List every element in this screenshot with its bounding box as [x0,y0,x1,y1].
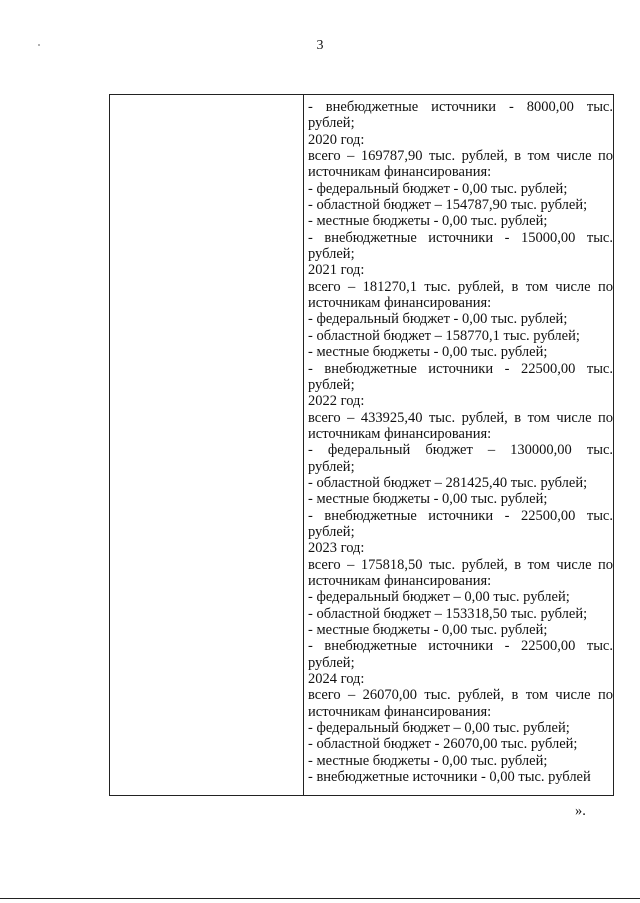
text-line: источникам финансирования: [308,703,492,720]
text-line: рублей; [308,458,355,475]
page-number: 3 [316,38,324,53]
text-line: рублей; [308,376,355,393]
text-line: всего – 169787,90 тыс. рублей, в том числе по [308,148,613,165]
text-line: - внебюджетные источники - 22500,00 тыс. [308,638,613,655]
bottom-edge-line [0,898,640,899]
text-line: всего – 26070,00 тыс. рублей, в том числе по [308,687,613,704]
text-line: рублей; [308,523,355,540]
text-line: - областной бюджет – 158770,1 тыс. рублей; [308,327,580,344]
text-line: рублей; [308,654,355,671]
text-line: - внебюджетные источники - 15000,00 тыс. [308,229,613,246]
text-line: - внебюджетные источники - 22500,00 тыс. [308,360,613,377]
text-line: - местные бюджеты - 0,00 тыс. рублей; [308,752,548,769]
text-line: 2022 год: [308,393,365,410]
text-line: - федеральный бюджет – 0,00 тыс. рублей; [308,720,570,737]
text-line: - областной бюджет - 26070,00 тыс. рублей; [308,736,578,753]
text-line: - внебюджетные источники - 8000,00 тыс. [308,99,613,115]
text-line: 2023 год: [308,540,365,557]
text-line: рублей; [308,115,355,132]
text-line: источникам финансирования: [308,572,492,589]
text-line: источникам финансирования: [308,295,492,312]
text-line: источникам финансирования: [308,425,492,442]
closing-quote-mark: ». [575,803,586,819]
text-line: - внебюджетные источники - 22500,00 тыс. [308,507,613,524]
text-line: всего – 433925,40 тыс. рублей, в том числе по [308,409,613,426]
text-line: - федеральный бюджет - 0,00 тыс. рублей; [308,180,568,197]
text-line: всего – 181270,1 тыс. рублей, в том числе по [308,278,613,295]
text-line: - федеральный бюджет - 0,00 тыс. рублей; [308,311,568,328]
text-line: - местные бюджеты - 0,00 тыс. рублей; [308,491,548,508]
text-line: - областной бюджет – 154787,90 тыс. рублей; [308,197,588,214]
text-line: - местные бюджеты - 0,00 тыс. рублей; [308,344,548,361]
text-line: 2021 год: [308,262,365,279]
table-right-cell [308,99,613,785]
text-line: - областной бюджет – 153318,50 тыс. рублей; [308,605,588,622]
text-line: - областной бюджет – 281425,40 тыс. рублей; [308,474,588,491]
text-line: 2024 год: [308,671,365,688]
text-line: - местные бюджеты - 0,00 тыс. рублей; [308,213,548,230]
text-line: - внебюджетные источники - 0,00 тыс. рублей [308,769,591,786]
text-line: 2020 год: [308,131,365,148]
text-line: - федеральный бюджет – 0,00 тыс. рублей; [308,589,570,606]
table-left-cell [110,95,304,795]
text-line: - федеральный бюджет – 130000,00 тыс. [308,442,613,459]
text-line: источникам финансирования: [308,164,492,181]
text-line: всего – 175818,50 тыс. рублей, в том числе по [308,556,613,573]
text-line: рублей; [308,246,355,263]
text-line: - местные бюджеты - 0,00 тыс. рублей; [308,622,548,638]
funding-table [109,94,614,796]
